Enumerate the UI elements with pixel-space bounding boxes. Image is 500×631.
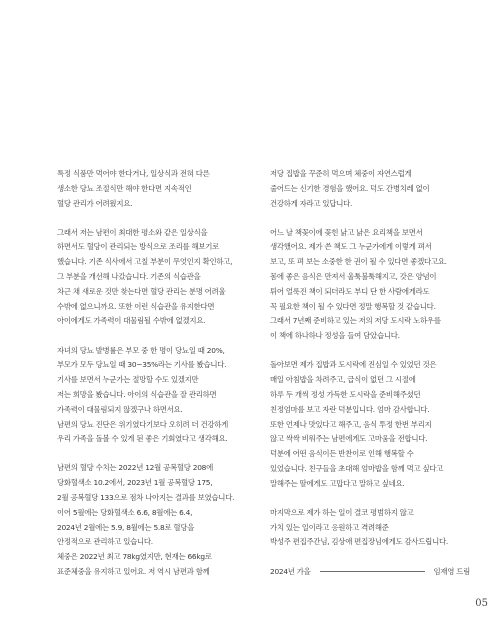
text-line: 그래서 7년째 준비하고 있는 저의 저당 도시락 노하우를 [270, 316, 441, 326]
signoff-date: 2024년 가을 [270, 566, 311, 576]
text-line: 어느 날 책꽂이에 꽂힌 낡고 낡은 요리책을 보면서 [270, 227, 423, 237]
text-line: 친정엄마를 보고 자란 덕분입니다. 엄마 감사합니다. [270, 404, 430, 414]
text-line: 차근 채 새로운 것만 찾는다면 혈당 관리는 분명 어려울 [57, 286, 226, 296]
paragraph [57, 167, 257, 211]
text-line: 가족력이 대물림되지 않겠구나 하면서요. [57, 404, 183, 414]
signoff [270, 565, 470, 580]
page-number: 05 [475, 598, 488, 609]
text-line: 기사를 보면서 누군가는 절망할 수도 있겠지만 [57, 375, 199, 385]
paragraph [57, 226, 257, 330]
text-line: 꼭 필요한 책이 될 수 있다면 정말 행복할 것 같습니다. [270, 301, 436, 311]
text-line: 하면서도 혈당이 관리되는 방식으로 조리를 해보기로 [57, 242, 220, 252]
text-line: 2월 공복혈당 133으로 점차 나아지는 결과를 보였습니다. [57, 493, 235, 503]
text-line: 가치 있는 일이라고 응원하고 격려해준 [270, 522, 389, 532]
text-line: 2024년 2월에는 5.9, 8월에는 5.8로 혈당을 [57, 522, 195, 532]
text-line: 표준체중을 유지하고 있어요. 저 역시 남편과 함께 [57, 567, 210, 577]
text-line: 저당 집밥을 꾸준히 먹으며 체중이 자연스럽게 [270, 169, 412, 178]
text-line: 있었습니다. 친구들을 초대해 엄마밥을 함께 먹고 싶다고 [270, 463, 444, 473]
text-line: 체중은 2022년 최고 78kg였지만, 현재는 66kg로 [57, 552, 212, 562]
text-line: 몸에 좋은 음식은 만져서 울툭불툭해지고, 갓은 양념이 [270, 272, 437, 282]
text-line: 그 부분을 개선해 나갔습니다. 기존의 식습관을 [57, 272, 201, 282]
text-line: 혈당 관리가 어려웠지요. [57, 198, 133, 208]
text-line: 하루 두 개씩 정성 가득한 도시락을 준비해주셨던 [270, 389, 421, 399]
paragraph [270, 167, 470, 211]
signoff-author: 임재영 드림 [433, 566, 470, 576]
text-line: 건강하게 자라고 있답니다. [270, 198, 353, 208]
text-line: 튀어 얼룩진 책이 되더라도 부디 단 한 사람에게라도 [270, 286, 430, 296]
right-column [270, 167, 470, 579]
text-line: 당화혈색소 10.2에서, 2023년 1월 공복혈당 175, [57, 478, 213, 488]
left-column [57, 167, 257, 594]
text-line: 안정적으로 관리하고 있습니다. [57, 537, 153, 547]
text-line: 남편의 혈당 수치는 2022년 12월 공복혈당 208에 [57, 463, 214, 473]
text-line: 줄어드는 신기한 경험을 했어요. 덕도 간병치레 없이 [270, 183, 430, 193]
text-line: 저는 희망을 봤습니다. 아이의 식습관을 잘 관리하면 [57, 389, 217, 399]
paragraph [270, 506, 470, 550]
text-line: 돌아보면 제가 집밥과 도시락에 진심일 수 있었던 것은 [270, 360, 437, 370]
paragraph [57, 461, 257, 579]
text-line: 했습니다. 기존 식사에서 고칠 부분이 무엇인지 확인하고, [57, 257, 233, 267]
text-line: 박성주 편집주간님, 김상애 편집장님에게도 감사드립니다. [270, 537, 448, 547]
text-line: 부모가 모두 당뇨일 때 30~35%라는 기사를 봤습니다. [57, 360, 227, 370]
text-line: 생각했어요. 제가 쓴 책도 그 누군가에게 이렇게 펴서 [270, 242, 432, 252]
text-line: 생소한 당뇨 조절식만 해야 한다면 지속적인 [57, 183, 192, 193]
text-line: 말해주는 딸에게도 고맙다고 말하고 싶네요. [270, 478, 405, 488]
text-line: 보고, 또 펴 보는 소중한 한 권이 될 수 있다면 좋겠다고요. [270, 257, 447, 267]
paragraph [57, 344, 257, 448]
text-line: 매일 아침밥을 차려주고, 급식이 없던 그 시절에 [270, 375, 416, 385]
text-line: 아이에게도 가족력이 대물림될 수밖에 없겠지요. [57, 316, 206, 326]
text-line: 특정 식품만 먹어야 한다거나, 일상식과 전혀 다른 [57, 169, 210, 178]
text-line: 덕분에 어떤 음식이든 반찬이로 인해 행복할 수 [270, 449, 414, 459]
text-line: 남편의 당뇨 진단은 위기였다기보다 오히려 더 건강하게 [57, 419, 229, 429]
text-line: 수밖에 없으니까요. 또한 이런 식습관을 유지한다면 [57, 301, 215, 311]
paragraph [270, 226, 470, 344]
signoff-divider [320, 571, 426, 572]
text-line: 이어 5월에는 당화혈색소 6.6, 8월에는 6.4, [57, 507, 193, 517]
text-line: 또한 언제나 맛있다고 해주고, 음식 투정 한번 부리지 [270, 419, 432, 429]
paragraph [270, 358, 470, 491]
text-line: 자녀의 당뇨 발병률은 부모 중 한 명이 당뇨일 때 20%, [57, 345, 225, 355]
text-line: 그래서 저는 남편이 최대한 평소와 같은 일상식을 [57, 227, 208, 237]
text-line: 않고 싹싹 비워주는 남편에게도 고마움을 전합니다. [270, 434, 428, 444]
text-line: 마지막으로 제가 하는 일이 결코 평범하지 않고 [270, 507, 414, 517]
text-line: 이 책에 하나하나 정성을 들여 담았습니다. [270, 331, 400, 341]
text-line: 우리 가족을 돌볼 수 있게 된 좋은 기회였다고 생각해요. [57, 434, 228, 444]
